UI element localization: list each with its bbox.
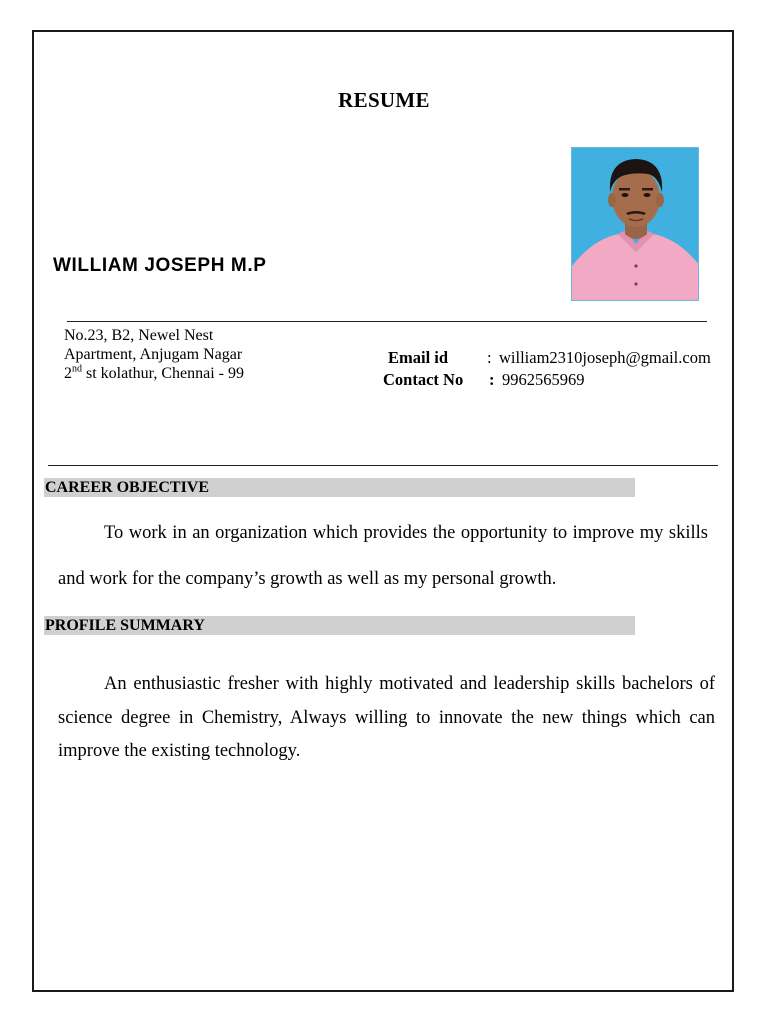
address-line-1: No.23, B2, Newel Nest xyxy=(64,327,214,344)
profile-summary-heading: PROFILE SUMMARY xyxy=(44,616,635,635)
email-label: Email id xyxy=(388,348,449,367)
profile-photo xyxy=(571,147,699,301)
section-divider xyxy=(48,465,718,466)
contact-colon: : xyxy=(489,370,495,389)
page-title: RESUME xyxy=(338,88,430,112)
candidate-name: WILLIAM JOSEPH M.P xyxy=(53,255,267,276)
address-line-3: 2nd st kolathur, Chennai - 99 xyxy=(64,363,244,382)
address-block xyxy=(64,326,244,383)
contact-value: 9962565969 xyxy=(502,370,585,389)
header-divider xyxy=(67,321,707,322)
address-line-2: Apartment, Anjugam Nagar xyxy=(64,346,243,363)
email-value: william2310joseph@gmail.com xyxy=(499,348,711,367)
career-objective-heading: CAREER OBJECTIVE xyxy=(44,478,635,497)
career-objective-text: To work in an organization which provides the opportunity to improve my skills and work for the company’s growth as well as my personal growth. xyxy=(58,523,708,589)
email-colon: : xyxy=(487,348,492,367)
contact-label: Contact No xyxy=(383,370,464,389)
profile-summary-text: An enthusiastic fresher with highly motivated and leadership skills bachelors of science degree in Chemistry, Always willing to innovate the new things which can improve the existing technology. xyxy=(58,674,715,761)
